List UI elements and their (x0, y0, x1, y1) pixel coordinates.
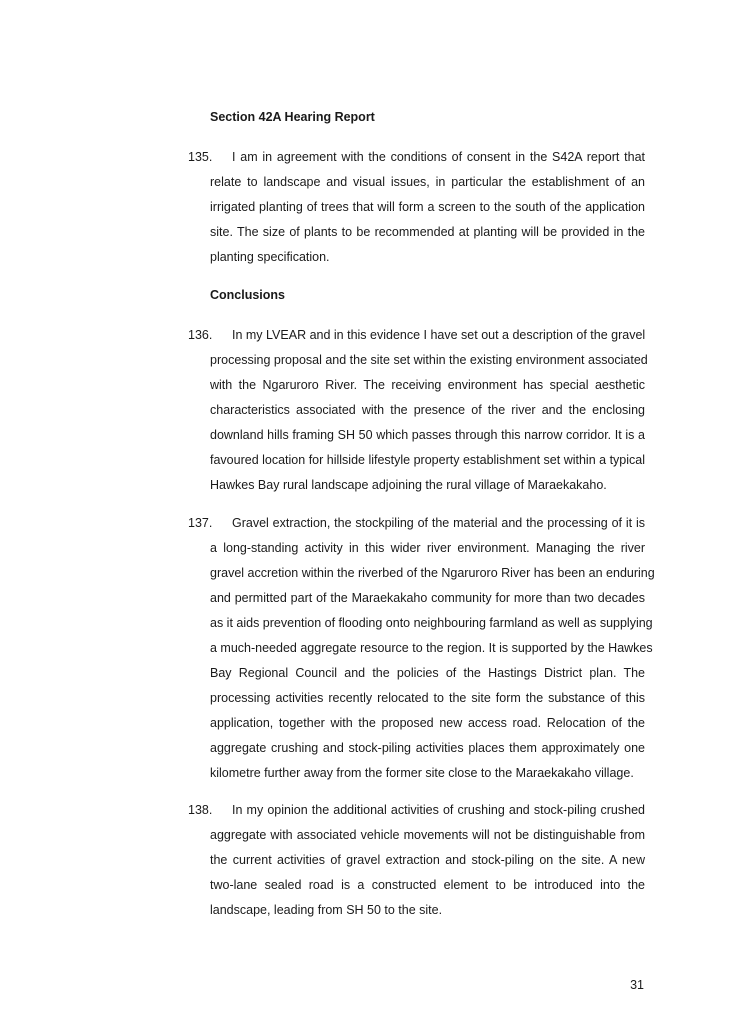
section-heading: Section 42A Hearing Report (210, 110, 375, 124)
paragraph-line: two-lane sealed road is a constructed element to be introduced into the (210, 878, 645, 892)
paragraph-line: with the Ngaruroro River. The receiving environment has special aesthetic (210, 378, 645, 392)
paragraph-line: application, together with the proposed new access road. Relocation of the (210, 716, 645, 730)
paragraph-line: planting specification. (210, 250, 330, 264)
paragraph-line: relate to landscape and visual issues, in particular the establishment of an (210, 175, 645, 189)
paragraph-line: the current activities of gravel extraction and stock-piling on the site. A new (210, 853, 645, 867)
paragraph-number: 137. (188, 516, 213, 530)
paragraph-138 (188, 798, 645, 923)
section-heading: Conclusions (210, 288, 286, 302)
paragraph-number: 138. (188, 803, 213, 817)
paragraph-line: characteristics associated with the presence of the river and the enclosing (210, 403, 645, 417)
paragraph-line: processing proposal and the site set within the existing environment associated (210, 353, 648, 367)
paragraph-line: aggregate crushing and stock-piling activities places them approximately one (210, 741, 645, 755)
paragraph-line: irrigated planting of trees that will form a screen to the south of the application (210, 200, 645, 214)
paragraph-line: In my opinion the additional activities of crushing and stock-piling crushed (232, 803, 645, 817)
paragraph-line: a long-standing activity in this wider river environment. Managing the river (210, 541, 645, 555)
paragraph-line: landscape, leading from SH 50 to the site. (210, 903, 443, 917)
paragraph-line: gravel accretion within the riverbed of the Ngaruroro River has been an enduring (210, 566, 655, 580)
paragraph-line: Bay Regional Council and the policies of the Hastings District plan. The (210, 666, 645, 680)
page-number: 31 (630, 978, 644, 992)
paragraph-line: downland hills framing SH 50 which passes through this narrow corridor. It is a (210, 428, 645, 442)
paragraph-body (210, 145, 645, 270)
paragraph-line: and permitted part of the Maraekakaho community for more than two decades (210, 591, 645, 605)
paragraph-number: 136. (188, 328, 213, 342)
paragraph-body (210, 323, 648, 498)
paragraph-line: Gravel extraction, the stockpiling of the material and the processing of it is (232, 516, 645, 530)
paragraph-136 (188, 323, 648, 498)
paragraph-line: kilometre further away from the former site close to the Maraekakaho village. (210, 766, 634, 780)
paragraph-line: processing activities recently relocated to the site form the substance of this (210, 691, 645, 705)
paragraph-body (210, 798, 645, 923)
paragraph-line: Hawkes Bay rural landscape adjoining the rural village of Maraekakaho. (210, 478, 607, 492)
paragraph-body (210, 511, 655, 786)
paragraph-line: I am in agreement with the conditions of consent in the S42A report that (232, 150, 645, 164)
paragraph-number: 135. (188, 150, 213, 164)
paragraph-line: a much-needed aggregate resource to the region. It is supported by the Hawkes (210, 641, 653, 655)
paragraph-135 (188, 145, 645, 270)
paragraph-137 (188, 511, 655, 786)
paragraph-line: aggregate with associated vehicle movements will not be distinguishable from (210, 828, 645, 842)
paragraph-line: as it aids prevention of flooding onto neighbouring farmland as well as supplying (210, 616, 653, 630)
paragraph-line: In my LVEAR and in this evidence I have set out a description of the gravel (232, 328, 646, 342)
paragraph-line: favoured location for hillside lifestyle property establishment set within a typical (210, 453, 645, 467)
paragraph-line: site. The size of plants to be recommended at planting will be provided in the (210, 225, 645, 239)
